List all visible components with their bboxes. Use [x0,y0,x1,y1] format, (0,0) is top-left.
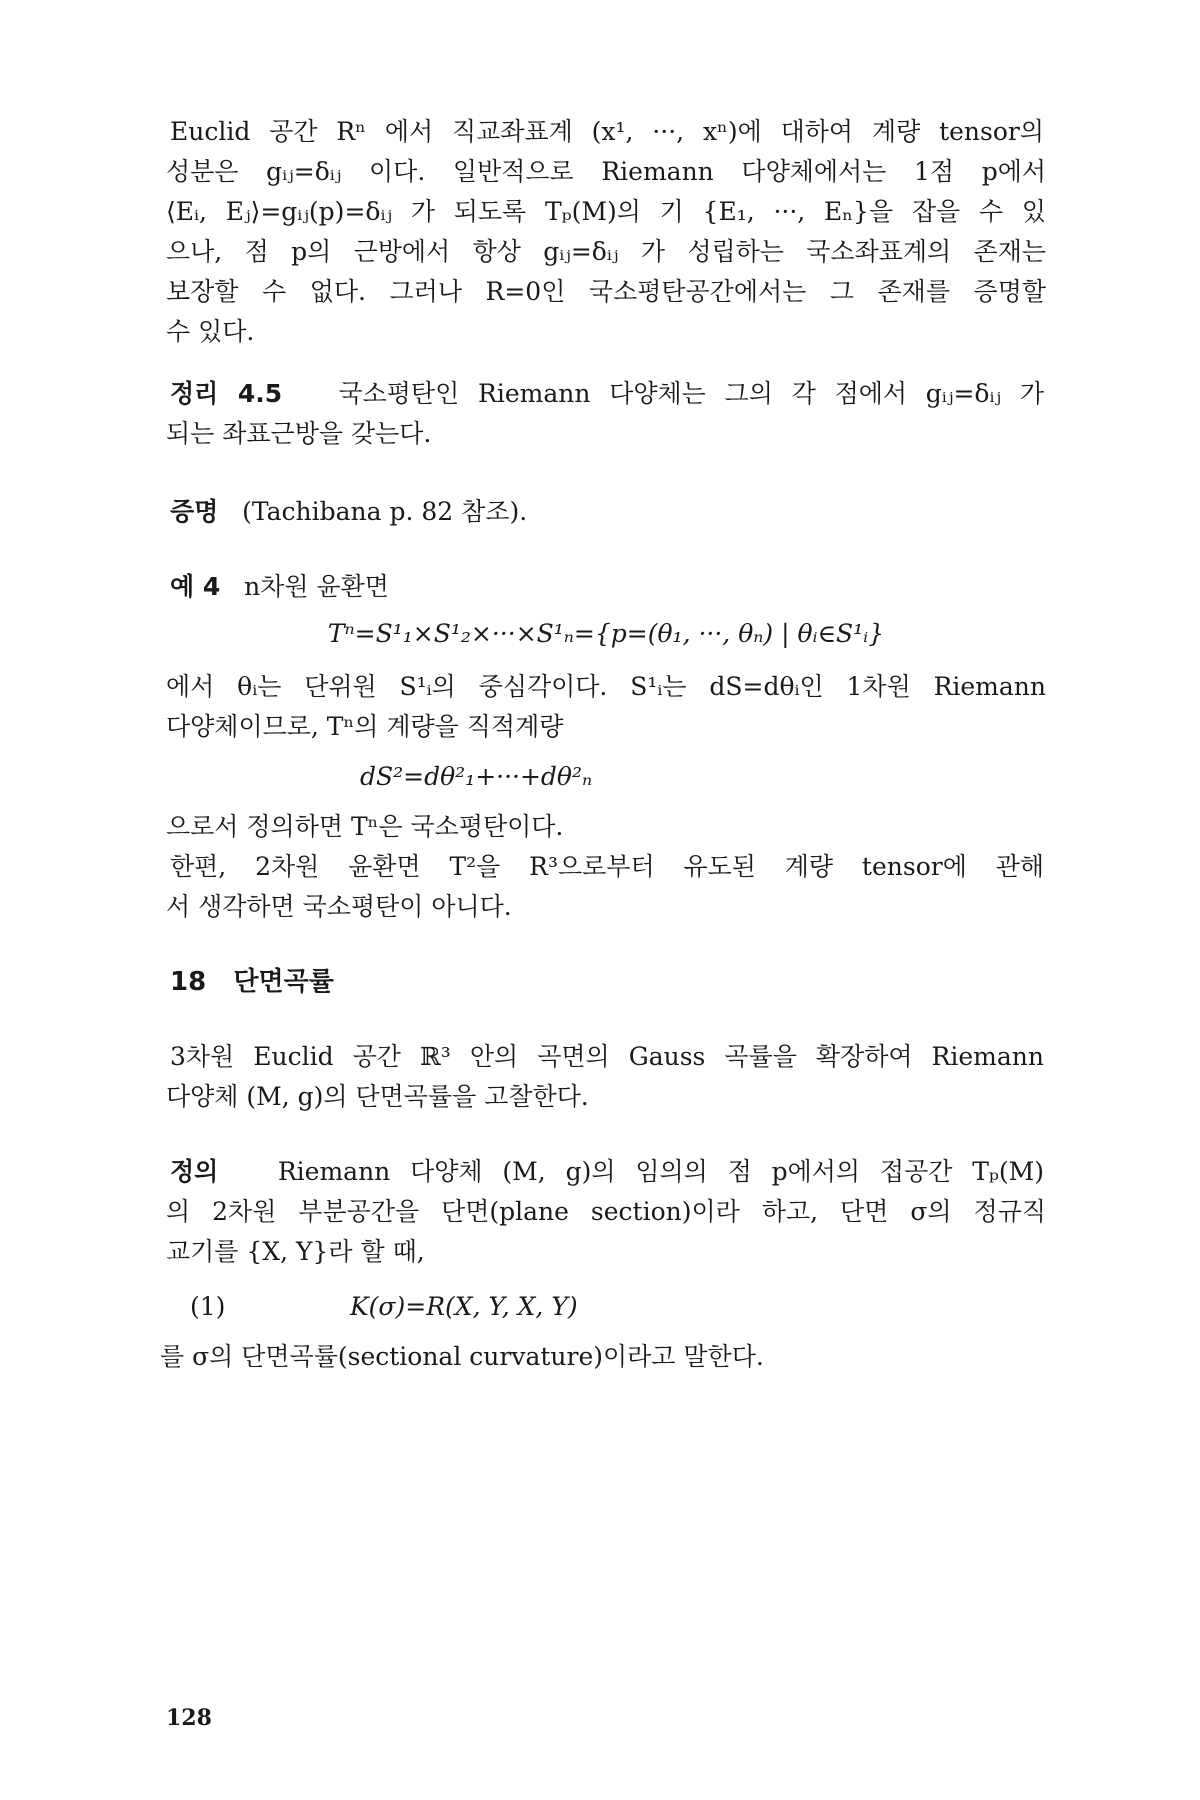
paragraph-line: 으나, 점 p의 근방에서 항상 gᵢⱼ=δᵢⱼ 가 성립하는 국소좌표계의 존재는 [166,237,1046,266]
section-title: 단면곡률 [233,967,334,997]
example-label: 예 4 [170,572,221,601]
theorem-label: 정리 4.5 [170,379,283,408]
paragraph-line: 3차원 Euclid 공간 ℝ³ 안의 곡면의 Gauss 곡률을 확장하여 Riemann [170,1042,1044,1071]
example-line: 서 생각하면 국소평탄이 아니다. [166,892,512,921]
definition-text: Riemann 다양체 (M, g)의 임의의 점 p에서의 접공간 Tₚ(M) [277,1157,1044,1186]
proof-line [170,490,1050,534]
definition-line: 교기를 {X, Y}라 할 때, [166,1237,425,1266]
torus-equation: Tⁿ=S¹₁×S¹₂×···×S¹ₙ={p=(θ₁, ···, θₙ) | θᵢ∈S¹ᵢ} [327,619,885,648]
sectional-curvature-equation: K(σ)=R(X, Y, X, Y) [350,1292,578,1321]
equation-number: (1) [190,1292,226,1321]
example-line: 에서 θᵢ는 단위원 S¹ᵢ의 중심각이다. S¹ᵢ는 dS=dθᵢ인 1차원 Riemann [166,672,1046,701]
section-heading [170,960,1050,1004]
paragraph-line: 수 있다. [166,317,255,346]
definition-line: 를 σ의 단면곡률(sectional curvature)이라고 말한다. [160,1342,764,1371]
example-title: n차원 윤환면 [244,572,389,601]
proof-label: 증명 [170,497,219,526]
page-number: 128 [166,1705,212,1731]
definition-line [170,1150,1044,1194]
theorem-statement: 국소평탄인 Riemann 다양체는 그의 각 점에서 gᵢⱼ=δᵢⱼ 가 [338,379,1044,408]
example-heading [170,565,1050,609]
example-line: 한편, 2차원 윤환면 T²을 R³으로부터 유도된 계량 tensor에 관해 [170,852,1044,881]
theorem-line: 되는 좌표근방을 갖는다. [166,419,432,448]
paragraph-line: 성분은 gᵢⱼ=δᵢⱼ 이다. 일반적으로 Riemann 다양체에서는 1점 p에서 [166,157,1046,186]
paragraph-line: 보장할 수 없다. 그러나 R=0인 국소평탄공간에서는 그 존재를 증명할 [166,277,1046,306]
example-line: 으로서 정의하면 Tⁿ은 국소평탄이다. [166,812,564,841]
definition-label: 정의 [170,1157,219,1186]
paragraph-line: ⟨Eᵢ, Eⱼ⟩=gᵢⱼ(p)=δᵢⱼ 가 되도록 Tₚ(M)의 기 {E₁, ···, Eₙ}을 잡을 수 있 [166,197,1046,226]
paragraph-line: 다양체 (M, g)의 단면곡률을 고찰한다. [166,1082,589,1111]
metric-equation: dS²=dθ²₁+···+dθ²ₙ [360,762,593,791]
example-line: 다양체이므로, Tⁿ의 계량을 직적계량 [166,712,564,741]
proof-text: (Tachibana p. 82 참조). [242,497,528,526]
definition-line: 의 2차원 부분공간을 단면(plane section)이라 하고, 단면 σ의 정규직 [166,1197,1046,1226]
theorem-line [170,372,1044,416]
section-number: 18 [170,967,207,997]
paragraph-line: Euclid 공간 Rⁿ 에서 직교좌표계 (x¹, ···, xⁿ)에 대하여 계량 tensor의 [170,117,1044,146]
